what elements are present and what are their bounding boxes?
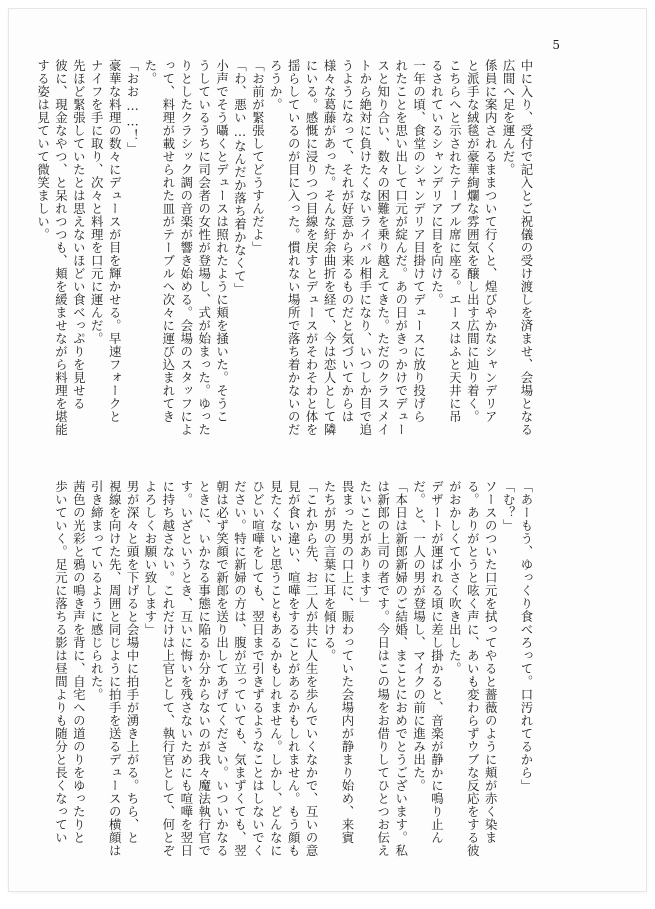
text-line: 「む？」 <box>501 480 517 532</box>
text-line: と派手な絨毯が豪華絢爛な雰囲気を醸し出す広間に辿り着く。 <box>465 59 481 423</box>
text-line: 引き締まっているように感じられた。 <box>89 480 105 701</box>
text-line: 見が食い違い、喧嘩をすることがあるかもしれません。もう顔も <box>286 480 302 857</box>
text-line: 男が深々と頭を下げると会場中に拍手が湧き上がる。ちら、と <box>125 480 141 844</box>
text-line: 彼に、現金なやつ、と呆れつつも、頬を緩ませながら料理を堪能 <box>53 59 69 436</box>
text-line: ナイフを手に取り、次々と料理を口元に運んだ。 <box>89 59 105 345</box>
text-line: する姿は見ていて微笑ましい。 <box>35 59 51 241</box>
text-line: だ。と、一人の男が登場し、マイクの前に進み出た。 <box>411 480 427 792</box>
text-line: よろしくお願い致します」 <box>142 480 158 636</box>
text-line: たいことがあります」 <box>357 480 373 610</box>
text-line: れたことを思い出して口元が綻んだ。あの日がきっかけでデュー <box>393 59 409 436</box>
text-line: がおかしくて小さく吹き出した。 <box>447 480 463 675</box>
text-line: 茜色の光彩と鴉の鳴き声を背に、自宅への道のりをゆったりと <box>71 480 87 844</box>
text-line: うようになって、それが好意から来るものだと気づいてからは <box>339 59 355 423</box>
text-line: 広間へ足を運んだ。 <box>501 59 517 176</box>
text-line: た。 <box>142 59 158 85</box>
text-line: スと知り合い、数々の困難を乗り越えてきた。ただのクラスメイ <box>375 59 391 436</box>
text-line: 畏まった男の口上に、賑わっていた会場内が静まり始め、来賓 <box>339 480 355 844</box>
text-line: す。いざというとき、互いに悔いを残さないためにも喧嘩を翌日 <box>178 480 194 857</box>
text-line: 様々な葛藤があった。そんな紆余曲折を経て、今は恋人として隣 <box>322 59 338 436</box>
text-line: ろうか。 <box>268 59 284 111</box>
text-line: こちらへと示されたテーブル席に座る。エースはふと天井に吊 <box>447 59 463 423</box>
text-line: って、料理が載せられた皿がテーブルへ次々に運び込まれてき <box>160 59 176 423</box>
text-line: 「本日は新郎新婦のご結婚、まことにおめでとうございます。私 <box>393 480 409 857</box>
text-line: る。ありがとうと呟く声に、あいも変わらずウブな反応をする彼 <box>465 480 481 857</box>
page-number: 5 <box>552 38 560 52</box>
text-line: 中に入り、受付で記入とご祝儀の受け渡しを済ませ、会場となる <box>519 59 534 436</box>
book-page <box>9 9 646 891</box>
text-line: たちが男の言葉に耳を傾ける。 <box>322 480 338 662</box>
text-line: デザートが運ばれる頃に差し掛かると、音楽が静かに鳴り止ん <box>429 480 445 844</box>
text-line: 歩いていく。足元に落ちる影は昼間よりも随分と長くなってい <box>53 480 69 844</box>
lower-text-block <box>53 480 535 857</box>
text-line: うしているうちに司会者の女性が登場し、式が始まった。ゆった <box>196 59 212 436</box>
text-line: 朝は必ず笑顔で新郎を送り出してあげてください。いついかなる <box>214 480 230 857</box>
text-line: りとしたクラシック調の音楽が響き始める。会場のスタッフによ <box>178 59 194 436</box>
text-line: にいる。感慨に浸りつつ目線を戻すとデュースがそわそわと体を <box>304 59 320 436</box>
text-line: ひどい喧嘩をしても、翌日まで引きずるようなことはしないでく <box>250 480 266 857</box>
text-line: ときに、いかなる事態に陥るか分からないのが我々魔法執行官で <box>196 480 212 857</box>
text-line: 小声でそう囁くとデュースは照れたように頬を掻いた。そうこ <box>214 59 230 423</box>
upper-text-block <box>35 59 535 436</box>
text-line: 豪華な料理の数々にデュースが目を輝かせる。早速フォークと <box>107 59 123 423</box>
text-line: るされているシャンデリアに目を向けた。 <box>429 59 445 306</box>
text-line: 「あーもう、ゆっくり食べろって。口汚れてるから」 <box>519 480 534 792</box>
text-line: 「お前が緊張してどうすんだよ」 <box>250 59 266 254</box>
text-line: トから絶対に負けたくないライバル相手になり、いつしか目で追 <box>357 59 373 436</box>
text-line: 視線を向けた先、周囲と同じように拍手を送るデュースの横顔は <box>107 480 123 857</box>
text-line: 係員に案内されるままついて行くと、煌びやかなシャンデリア <box>483 59 499 423</box>
text-line: に持ち越さない。これだけは上官として、執行官として、何とぞ <box>160 480 176 857</box>
text-line: 見たくないと思うこともあるかもしれません。しかし、どんなに <box>268 480 284 857</box>
text-line: 「わ、悪い…なんだか落ち着かなくて」 <box>232 59 248 296</box>
text-line: 「これから先、お二人が共に人生を歩んでいくなかで、互いの意 <box>304 480 320 857</box>
text-line: 先ほど緊張していたとは思えないほどい食べっぷりを見せる <box>71 59 87 410</box>
text-line: ソースのついた口元を拭ってやると薔薇のように頬が赤く染ま <box>483 480 499 844</box>
text-line: 一年の頃、食堂のシャンデリア目掛けてデュースに放り投げら <box>411 59 427 423</box>
text-line: 「おお……！」 <box>125 59 141 156</box>
text-line: 揺らしているのが目に入った。慣れない場所で落ち着かないのだ <box>286 59 302 436</box>
text-line: は新郎の上司の者です。今日はこの場をお借りしてひとつお伝え <box>375 480 391 857</box>
text-line: ださい。特に新婦の方は、腹が立っていても、気まずくても、翌 <box>232 480 248 857</box>
